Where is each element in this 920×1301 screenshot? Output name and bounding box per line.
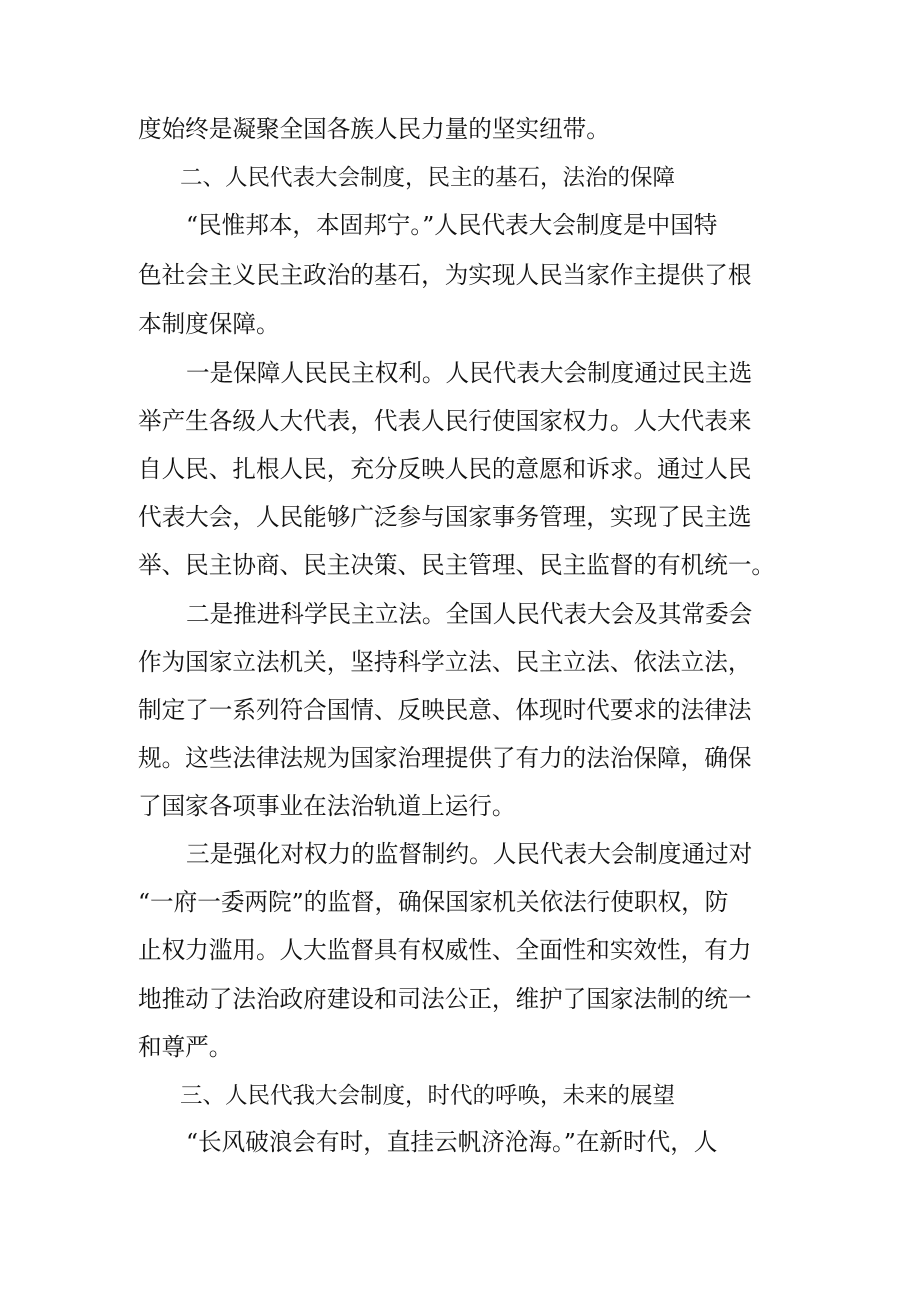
paragraph-line: “长风破浪会有时，直挂云帆济沧海。”在新时代，人: [186, 1128, 718, 1156]
paragraph-line: 举、民主协商、民主决策、民主管理、民主监督的有机统一。: [138, 551, 776, 579]
paragraph-line: 色社会主义民主政治的基石，为实现人民当家作主提供了根: [138, 261, 752, 289]
paragraph-line: 止权力滥用。人大监督具有权威性、全面性和实效性，有力: [138, 936, 752, 964]
paragraph-line: 了国家各项事业在法治轨道上运行。: [138, 792, 516, 820]
paragraph-line: 和尊严。: [138, 1033, 233, 1061]
paragraph-line: 地推动了法治政府建设和司法公正，维护了国家法制的统一: [138, 985, 752, 1013]
paragraph-line: “民惟邦本，本固邦宁。”人民代表大会制度是中国特: [186, 211, 718, 239]
paragraph-line: 制定了一系列符合国情、反映民意、体现时代要求的法律法: [138, 696, 752, 724]
paragraph-line: 举产生各级人大代表，代表人民行使国家权力。人大代表来: [138, 407, 752, 435]
paragraph-line: 规。这些法律法规为国家治理提供了有力的法治保障，确保: [138, 744, 752, 772]
paragraph-line: 自人民、扎根人民，充分反映人民的意愿和诉求。通过人民: [138, 455, 752, 483]
section-heading: 三、人民代我大会制度，时代的呼唤，未来的展望: [180, 1083, 676, 1109]
paragraph-line: 一是保障人民民主权利。人民代表大会制度通过民主选: [186, 359, 753, 387]
paragraph-line: 度始终是凝聚全国各族人民力量的坚实纽带。: [138, 115, 610, 143]
paragraph-line: 作为国家立法机关，坚持科学立法、民主立法、依法立法，: [138, 648, 752, 676]
paragraph-line: 二是推进科学民主立法。全国人民代表大会及其常委会: [186, 600, 753, 628]
paragraph-line: 本制度保障。: [138, 310, 280, 338]
paragraph-line: 代表大会，人民能够广泛参与国家事务管理，实现了民主选: [138, 503, 752, 531]
section-heading: 二、人民代表大会制度，民主的基石，法治的保障: [180, 165, 676, 191]
paragraph-line: 三是强化对权力的监督制约。人民代表大会制度通过对: [186, 840, 753, 868]
paragraph-line: “一府一委两院”的监督，确保国家机关依法行使职权，防: [138, 888, 729, 916]
